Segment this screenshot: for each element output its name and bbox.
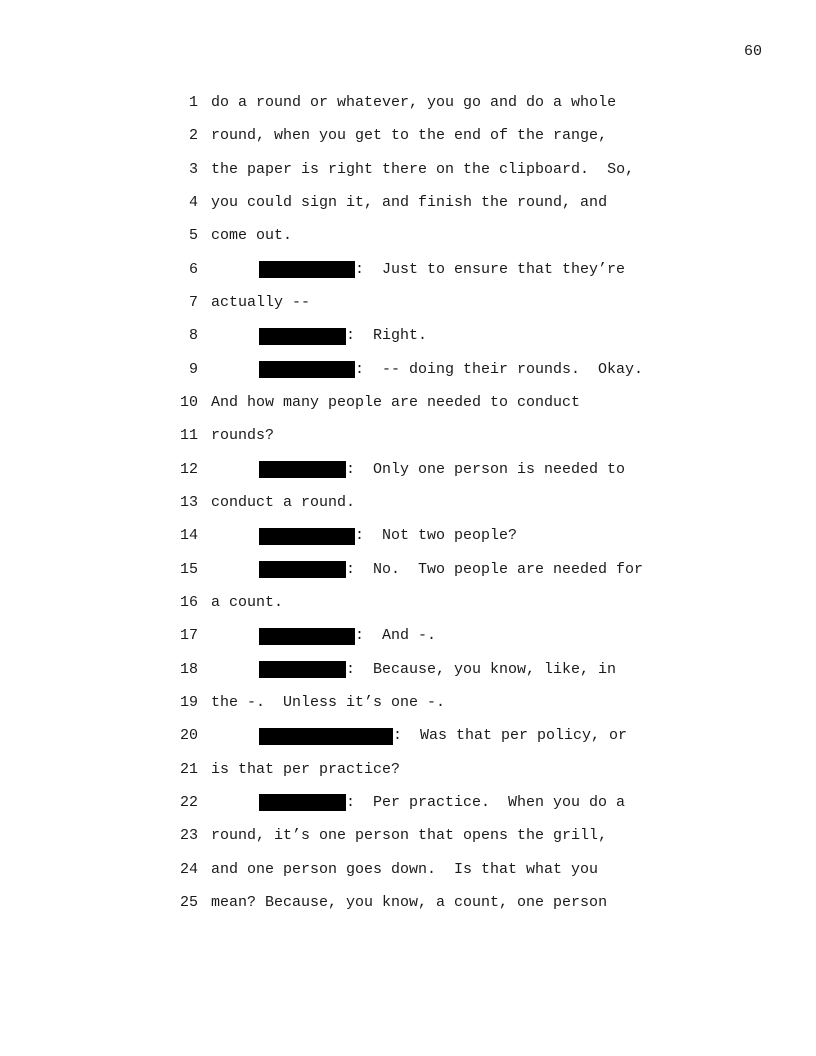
line-number: 22: [179, 793, 198, 811]
speaker-turn: [259, 460, 625, 480]
line-text: : No. Two people are needed for: [346, 560, 644, 578]
line-text: actually --: [211, 293, 311, 311]
line-text: conduct a round.: [211, 493, 356, 511]
line-text: : Per practice. When you do a: [346, 793, 626, 811]
speaker-turn: [259, 793, 625, 813]
transcript-line: [0, 826, 816, 859]
line-text: And how many people are needed to conduct: [211, 393, 581, 411]
transcript-line: [0, 326, 816, 359]
line-number: 14: [179, 527, 198, 545]
transcript-line: [0, 426, 816, 459]
transcript-line: [0, 793, 816, 826]
line-number: 25: [179, 893, 198, 911]
line-number: 13: [179, 493, 198, 511]
line-text: : Just to ensure that they’re: [355, 260, 626, 278]
transcript-line: [0, 726, 816, 759]
line-number: 20: [179, 727, 198, 745]
transcript-line: [0, 193, 816, 226]
line-text: you could sign it, and finish the round, and: [211, 193, 608, 211]
line-text: : Not two people?: [355, 527, 518, 545]
line-number: 15: [179, 560, 198, 578]
page-number: 60: [744, 43, 763, 60]
redaction-block: [259, 361, 355, 378]
line-text: : And -.: [355, 627, 437, 645]
speaker-turn: [259, 360, 643, 380]
line-text: : Was that per policy, or: [393, 727, 628, 745]
line-text: and one person goes down. Is that what you: [211, 860, 599, 878]
transcript-line: [0, 626, 816, 659]
speaker-turn: [259, 660, 616, 680]
line-text: : Only one person is needed to: [346, 460, 626, 478]
line-number: 1: [188, 94, 198, 111]
redaction-block: [259, 794, 346, 811]
line-number: 2: [188, 127, 198, 145]
line-number: 16: [179, 593, 198, 611]
line-text: round, when you get to the end of the range,: [211, 127, 608, 145]
redaction-block: [259, 661, 346, 678]
transcript-line: [0, 526, 816, 559]
line-text: rounds?: [211, 427, 275, 445]
transcript-line: [0, 260, 816, 293]
line-number: 4: [188, 193, 198, 211]
redaction-block: [259, 461, 346, 478]
line-text: : Because, you know, like, in: [346, 660, 617, 678]
line-number: 3: [188, 160, 198, 178]
transcript-line: [0, 293, 816, 326]
redaction-block: [259, 261, 355, 278]
line-number: 19: [179, 693, 198, 711]
line-number: 8: [188, 327, 198, 345]
line-text: the paper is right there on the clipboard. So,: [211, 160, 635, 178]
line-number: 21: [179, 760, 198, 778]
transcript-line: [0, 226, 816, 259]
line-text: a count.: [211, 593, 284, 611]
line-text: come out.: [211, 227, 293, 245]
line-text: mean? Because, you know, a count, one person: [211, 893, 608, 911]
speaker-turn: [259, 260, 625, 280]
line-text: : Right.: [346, 327, 428, 345]
transcript-line: [0, 493, 816, 526]
transcript-line: [0, 860, 816, 893]
line-text: : -- doing their rounds. Okay.: [355, 360, 644, 378]
redaction-block: [259, 528, 355, 545]
line-number: 12: [179, 460, 198, 478]
line-number: 17: [179, 627, 198, 645]
redaction-block: [259, 628, 355, 645]
transcript-line: [0, 760, 816, 793]
line-number: 24: [179, 860, 198, 878]
line-text: do a round or whatever, you go and do a whole: [211, 94, 617, 111]
transcript-line: [0, 393, 816, 426]
transcript-line: [0, 560, 816, 593]
transcript-line: [0, 126, 816, 159]
speaker-turn: [259, 726, 627, 746]
transcript-line: [0, 593, 816, 626]
line-number: 10: [179, 393, 198, 411]
line-text: round, it’s one person that opens the grill,: [211, 827, 608, 845]
line-number: 18: [179, 660, 198, 678]
line-number: 7: [188, 293, 198, 311]
transcript-line: [0, 160, 816, 193]
redaction-block: [259, 561, 346, 578]
transcript-line: [0, 93, 816, 126]
transcript-line: [0, 893, 816, 926]
redaction-block: [259, 328, 346, 345]
transcript-body: [0, 93, 816, 926]
line-text: the -. Unless it’s one -.: [211, 693, 446, 711]
transcript-line: [0, 660, 816, 693]
line-number: 23: [179, 827, 198, 845]
speaker-turn: [259, 560, 643, 580]
line-text: is that per practice?: [211, 760, 401, 778]
transcript-line: [0, 460, 816, 493]
transcript-line: [0, 693, 816, 726]
line-number: 9: [188, 360, 198, 378]
line-number: 5: [188, 227, 198, 245]
speaker-turn: [259, 326, 427, 346]
line-number: 11: [179, 427, 198, 445]
transcript-line: [0, 360, 816, 393]
redaction-block: [259, 728, 393, 745]
speaker-turn: [259, 626, 436, 646]
speaker-turn: [259, 526, 517, 546]
line-number: 6: [188, 260, 198, 278]
